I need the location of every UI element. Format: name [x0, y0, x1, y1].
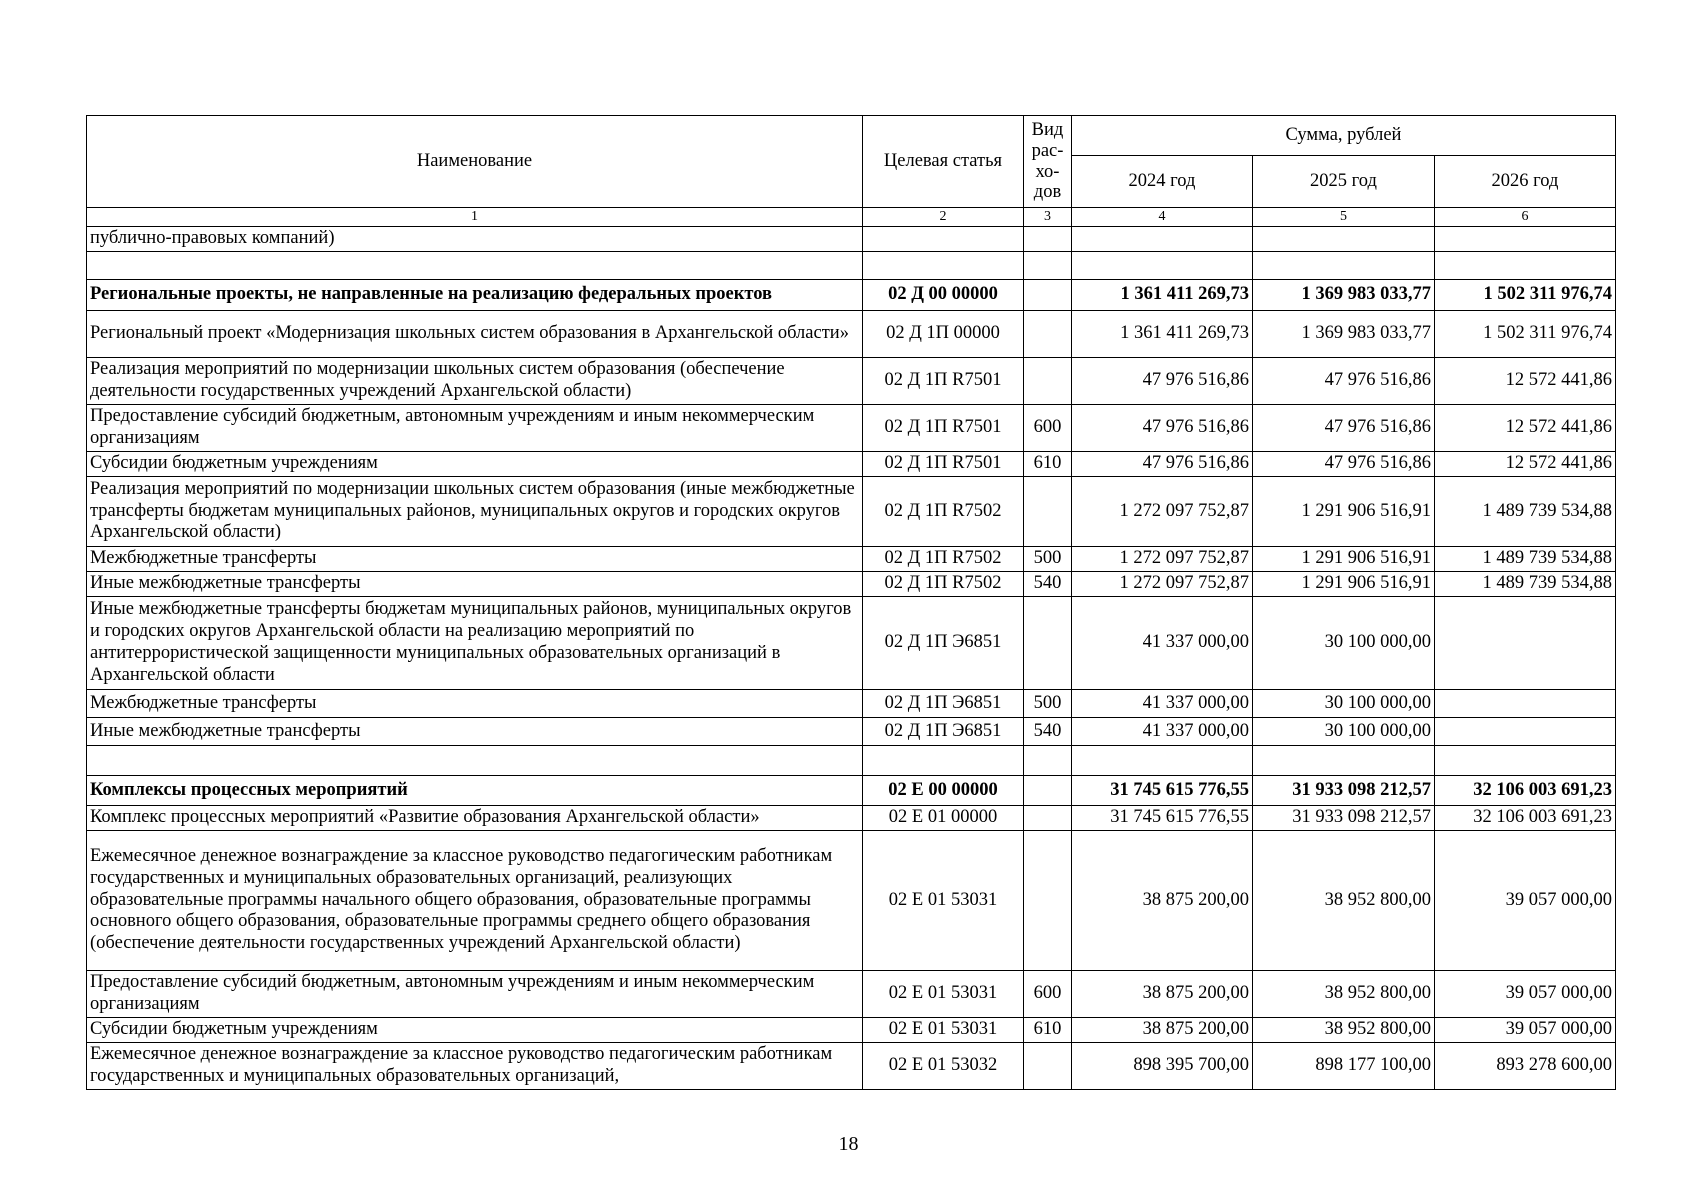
row-name: Субсидии бюджетным учреждениям	[87, 452, 863, 477]
row-expense-type: 610	[1024, 452, 1072, 477]
row-sum-2024: 47 976 516,86	[1072, 452, 1253, 477]
row-name: Иные межбюджетные трансферты	[87, 572, 863, 597]
row-expense-type	[1024, 477, 1072, 547]
header-sum: Сумма, рублей	[1072, 116, 1616, 156]
table-row	[87, 252, 1616, 280]
row-sum-2024: 1 272 097 752,87	[1072, 477, 1253, 547]
row-sum-2025	[1253, 227, 1435, 252]
table-row	[87, 776, 1616, 806]
row-sum-2026	[1435, 597, 1616, 690]
row-name: Реализация мероприятий по модернизации школьных систем образования (обеспечение деятельности государственных учреждений Архангельской области)	[87, 358, 863, 405]
table-row	[87, 746, 1616, 776]
table-row	[87, 358, 1616, 405]
row-sum-2026: 12 572 441,86	[1435, 358, 1616, 405]
row-target-article: 02 Е 01 53031	[863, 971, 1024, 1018]
row-sum-2025: 30 100 000,00	[1253, 597, 1435, 690]
row-sum-2026: 893 278 600,00	[1435, 1043, 1616, 1090]
row-name: Предоставление субсидий бюджетным, автономным учреждениям и иным некоммерческим организациям	[87, 971, 863, 1018]
row-sum-2025: 31 933 098 212,57	[1253, 776, 1435, 806]
table-row	[87, 311, 1616, 358]
row-target-article: 02 Е 01 53031	[863, 1018, 1024, 1043]
row-sum-2025: 1 291 906 516,91	[1253, 477, 1435, 547]
row-sum-2025: 30 100 000,00	[1253, 718, 1435, 746]
row-expense-type	[1024, 806, 1072, 831]
row-name: Иные межбюджетные трансферты бюджетам муниципальных районов, муниципальных округов и городских округов Архангельской области на реализацию мероприятий по антитеррористической защищенности муниципальных образовательных организаций в Архангельской области	[87, 597, 863, 690]
col-number: 2	[863, 208, 1024, 227]
row-sum-2026	[1435, 746, 1616, 776]
row-target-article: 02 Е 00 00000	[863, 776, 1024, 806]
row-target-article	[863, 252, 1024, 280]
row-sum-2026: 12 572 441,86	[1435, 452, 1616, 477]
row-sum-2026	[1435, 227, 1616, 252]
row-target-article: 02 Д 1П 00000	[863, 311, 1024, 358]
row-sum-2024: 38 875 200,00	[1072, 1018, 1253, 1043]
row-expense-type: 500	[1024, 690, 1072, 718]
row-sum-2025: 898 177 100,00	[1253, 1043, 1435, 1090]
row-sum-2024: 1 272 097 752,87	[1072, 572, 1253, 597]
row-sum-2025: 1 291 906 516,91	[1253, 547, 1435, 572]
row-sum-2024: 38 875 200,00	[1072, 971, 1253, 1018]
row-target-article: 02 Е 01 53032	[863, 1043, 1024, 1090]
row-name: Комплекс процессных мероприятий «Развитие образования Архангельской области»	[87, 806, 863, 831]
row-sum-2024: 47 976 516,86	[1072, 405, 1253, 452]
row-sum-2024: 41 337 000,00	[1072, 597, 1253, 690]
row-expense-type	[1024, 311, 1072, 358]
row-expense-type	[1024, 597, 1072, 690]
row-sum-2026: 39 057 000,00	[1435, 1018, 1616, 1043]
row-target-article: 02 Д 1П R7501	[863, 358, 1024, 405]
table-row	[87, 806, 1616, 831]
row-sum-2026: 1 502 311 976,74	[1435, 280, 1616, 311]
table-row	[87, 971, 1616, 1018]
row-sum-2026: 1 489 739 534,88	[1435, 572, 1616, 597]
row-sum-2024: 41 337 000,00	[1072, 690, 1253, 718]
row-sum-2025: 47 976 516,86	[1253, 405, 1435, 452]
row-target-article: 02 Д 1П R7501	[863, 405, 1024, 452]
table-body	[87, 227, 1616, 1090]
row-sum-2026: 1 489 739 534,88	[1435, 547, 1616, 572]
row-expense-type	[1024, 252, 1072, 280]
row-sum-2026	[1435, 718, 1616, 746]
row-sum-2025: 1 291 906 516,91	[1253, 572, 1435, 597]
row-target-article	[863, 746, 1024, 776]
table-row	[87, 227, 1616, 252]
table-row	[87, 690, 1616, 718]
row-sum-2025: 38 952 800,00	[1253, 1018, 1435, 1043]
table-row	[87, 1043, 1616, 1090]
row-target-article: 02 Д 1П Э6851	[863, 597, 1024, 690]
table-row	[87, 452, 1616, 477]
row-sum-2025	[1253, 746, 1435, 776]
row-name: Межбюджетные трансферты	[87, 547, 863, 572]
row-sum-2025: 38 952 800,00	[1253, 971, 1435, 1018]
col-number: 4	[1072, 208, 1253, 227]
row-expense-type	[1024, 776, 1072, 806]
row-name	[87, 746, 863, 776]
row-sum-2024: 38 875 200,00	[1072, 831, 1253, 971]
row-sum-2026: 39 057 000,00	[1435, 971, 1616, 1018]
row-expense-type: 600	[1024, 971, 1072, 1018]
row-sum-2026: 1 502 311 976,74	[1435, 311, 1616, 358]
header-target-article: Целевая статья	[863, 116, 1024, 208]
row-sum-2024: 1 272 097 752,87	[1072, 547, 1253, 572]
table-row	[87, 405, 1616, 452]
row-sum-2025: 30 100 000,00	[1253, 690, 1435, 718]
row-expense-type	[1024, 358, 1072, 405]
table-row	[87, 280, 1616, 311]
row-name: Ежемесячное денежное вознаграждение за классное руководство педагогическим работникам государственных и муниципальных образовательных организаций,	[87, 1043, 863, 1090]
row-expense-type	[1024, 1043, 1072, 1090]
row-sum-2024	[1072, 746, 1253, 776]
row-sum-2024: 41 337 000,00	[1072, 718, 1253, 746]
row-sum-2026: 39 057 000,00	[1435, 831, 1616, 971]
row-sum-2025	[1253, 252, 1435, 280]
row-sum-2025: 47 976 516,86	[1253, 452, 1435, 477]
row-target-article: 02 Д 00 00000	[863, 280, 1024, 311]
row-sum-2024	[1072, 252, 1253, 280]
row-name: Региональный проект «Модернизация школьных систем образования в Архангельской области»	[87, 311, 863, 358]
row-expense-type: 540	[1024, 718, 1072, 746]
row-sum-2026: 32 106 003 691,23	[1435, 776, 1616, 806]
header-year-2024: 2024 год	[1072, 156, 1253, 208]
row-name: Субсидии бюджетным учреждениям	[87, 1018, 863, 1043]
row-target-article: 02 Е 01 00000	[863, 806, 1024, 831]
row-sum-2026: 1 489 739 534,88	[1435, 477, 1616, 547]
row-sum-2024: 1 361 411 269,73	[1072, 280, 1253, 311]
row-target-article	[863, 227, 1024, 252]
row-sum-2025: 47 976 516,86	[1253, 358, 1435, 405]
row-sum-2024: 1 361 411 269,73	[1072, 311, 1253, 358]
row-expense-type	[1024, 746, 1072, 776]
row-sum-2026: 32 106 003 691,23	[1435, 806, 1616, 831]
table-row	[87, 831, 1616, 971]
row-target-article: 02 Д 1П R7502	[863, 572, 1024, 597]
header-expense-type: Вид рас- хо- дов	[1024, 116, 1072, 208]
row-sum-2025: 38 952 800,00	[1253, 831, 1435, 971]
table-row	[87, 547, 1616, 572]
row-name: Реализация мероприятий по модернизации школьных систем образования (иные межбюджетные трансферты бюджетам муниципальных районов, муниципальных округов и городских округов Архангельской области)	[87, 477, 863, 547]
budget-table	[86, 115, 1616, 1090]
col-number: 6	[1435, 208, 1616, 227]
row-sum-2024: 898 395 700,00	[1072, 1043, 1253, 1090]
row-target-article: 02 Д 1П R7501	[863, 452, 1024, 477]
row-name: Комплексы процессных мероприятий	[87, 776, 863, 806]
row-expense-type: 600	[1024, 405, 1072, 452]
row-target-article: 02 Д 1П R7502	[863, 547, 1024, 572]
row-name: Иные межбюджетные трансферты	[87, 718, 863, 746]
row-name: Региональные проекты, не направленные на реализацию федеральных проектов	[87, 280, 863, 311]
row-sum-2026: 12 572 441,86	[1435, 405, 1616, 452]
table-row	[87, 1018, 1616, 1043]
row-sum-2024: 31 745 615 776,55	[1072, 776, 1253, 806]
row-target-article: 02 Д 1П Э6851	[863, 690, 1024, 718]
row-sum-2026	[1435, 690, 1616, 718]
table-row	[87, 718, 1616, 746]
header-name: Наименование	[87, 116, 863, 208]
row-expense-type	[1024, 280, 1072, 311]
row-expense-type: 500	[1024, 547, 1072, 572]
col-number: 1	[87, 208, 863, 227]
row-sum-2024: 47 976 516,86	[1072, 358, 1253, 405]
row-expense-type: 540	[1024, 572, 1072, 597]
row-sum-2025: 1 369 983 033,77	[1253, 280, 1435, 311]
col-number: 3	[1024, 208, 1072, 227]
row-expense-type	[1024, 831, 1072, 971]
page-number: 18	[838, 1133, 859, 1155]
row-name	[87, 252, 863, 280]
table-row	[87, 477, 1616, 547]
row-expense-type: 610	[1024, 1018, 1072, 1043]
row-name: публично-правовых компаний)	[87, 227, 863, 252]
table-row	[87, 572, 1616, 597]
row-sum-2024: 31 745 615 776,55	[1072, 806, 1253, 831]
row-sum-2025: 1 369 983 033,77	[1253, 311, 1435, 358]
row-target-article: 02 Д 1П Э6851	[863, 718, 1024, 746]
header-year-2026: 2026 год	[1435, 156, 1616, 208]
row-target-article: 02 Д 1П R7502	[863, 477, 1024, 547]
row-sum-2025: 31 933 098 212,57	[1253, 806, 1435, 831]
table-row	[87, 597, 1616, 690]
row-name: Предоставление субсидий бюджетным, автономным учреждениям и иным некоммерческим организациям	[87, 405, 863, 452]
row-expense-type	[1024, 227, 1072, 252]
row-name: Межбюджетные трансферты	[87, 690, 863, 718]
row-name: Ежемесячное денежное вознаграждение за классное руководство педагогическим работникам государственных и муниципальных образовательных организаций, реализующих образовательные программы начального общего образования, образовательные программы основного общего образования, образовательные программы среднего общего образования (обеспечение деятельности государственных учреждений Архангельской области)	[87, 831, 863, 971]
row-sum-2026	[1435, 252, 1616, 280]
row-sum-2024	[1072, 227, 1253, 252]
header-year-2025: 2025 год	[1253, 156, 1435, 208]
col-number: 5	[1253, 208, 1435, 227]
row-target-article: 02 Е 01 53031	[863, 831, 1024, 971]
